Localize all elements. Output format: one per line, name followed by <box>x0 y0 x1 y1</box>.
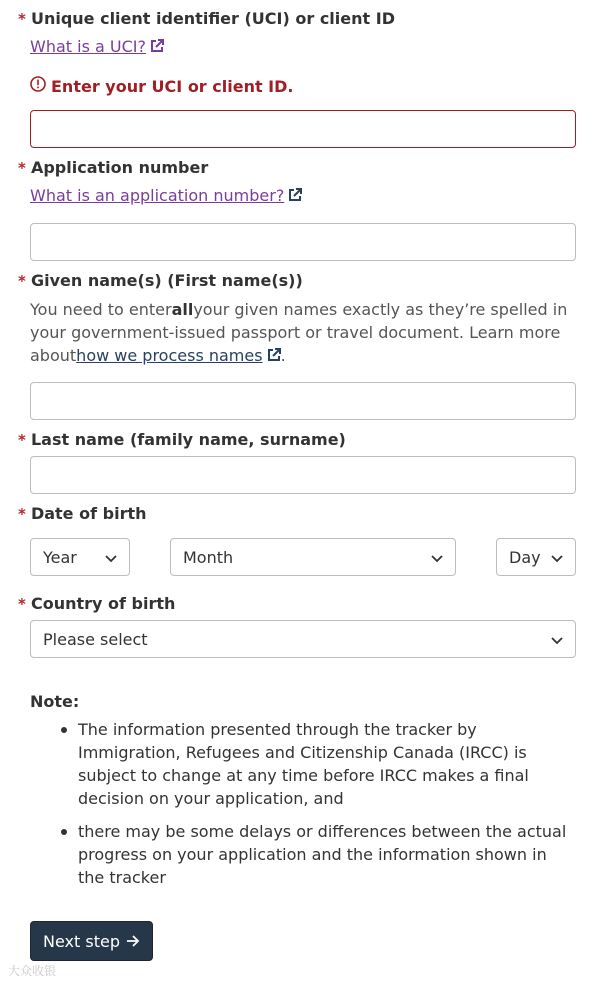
note-heading: Note: <box>30 692 80 711</box>
watermark: 大众收银 <box>8 964 57 978</box>
bullet-icon <box>61 727 67 733</box>
last-name-label: Last name (family name, surname) <box>30 430 346 449</box>
country-of-birth-label: Country of birth <box>30 594 176 613</box>
application-number-help-link-text[interactable]: What is an application number? <box>30 186 285 205</box>
next-step-button[interactable] <box>30 921 153 961</box>
year-select[interactable] <box>30 538 130 576</box>
next-step-label: Next step <box>43 931 120 951</box>
hint-text: You need to enter <box>30 300 172 319</box>
uci-label-row <box>18 9 395 28</box>
external-link-icon <box>150 38 164 57</box>
chevron-down-icon <box>431 548 443 567</box>
required-marker: * <box>18 431 26 449</box>
country-of-birth-label-row <box>18 594 175 613</box>
given-names-label-row <box>18 271 303 290</box>
arrow-right-icon <box>126 932 140 951</box>
month-select[interactable] <box>170 538 456 576</box>
external-link-icon <box>267 345 281 368</box>
last-name-input[interactable] <box>30 456 576 494</box>
required-marker: * <box>18 10 26 28</box>
application-number-label: Application number <box>30 158 209 177</box>
uci-error-message: Enter your UCI or client ID. <box>51 76 294 96</box>
process-names-link[interactable]: how we process names <box>76 346 263 365</box>
required-marker: * <box>18 505 26 523</box>
application-number-help-link[interactable] <box>30 186 302 206</box>
chevron-down-icon <box>105 548 117 567</box>
note-item <box>78 820 578 889</box>
required-marker: * <box>18 272 26 290</box>
note-item <box>78 718 578 810</box>
chevron-down-icon <box>551 548 563 567</box>
hint-text: your given names exactly as they’re spelled in your government-issued passport or travel document. Learn more about <box>30 300 568 365</box>
note-item-text: there may be some delays or differences between the actual progress on your application and the information shown in the tracker <box>78 822 567 887</box>
required-marker: * <box>18 595 26 613</box>
last-name-label-row <box>18 430 346 449</box>
external-link-icon <box>288 187 302 206</box>
date-of-birth-label-row <box>18 504 147 523</box>
bullet-icon <box>61 829 67 835</box>
uci-help-link[interactable] <box>30 37 164 57</box>
date-of-birth-label: Date of birth <box>30 504 147 523</box>
chevron-down-icon <box>551 630 563 649</box>
country-select-value: Please select <box>43 629 148 649</box>
month-select-value: Month <box>183 547 234 567</box>
hint-bold-text: all <box>171 300 194 319</box>
note-item-text: The information presented through the tracker by Immigration, Refugees and Citizenship Canada (IRCC) is subject to change at any time before IRCC makes a final decision on your application, and <box>78 720 529 808</box>
application-number-input[interactable] <box>30 223 576 261</box>
given-names-label: Given name(s) (First name(s)) <box>30 271 303 290</box>
application-number-label-row <box>18 158 208 177</box>
uci-error <box>30 76 294 96</box>
country-of-birth-select[interactable] <box>30 620 576 658</box>
hint-text: . <box>280 346 286 365</box>
uci-label: Unique client identifier (UCI) or client ID <box>30 9 395 28</box>
exclamation-circle-icon <box>30 76 46 96</box>
day-select-value: Day <box>509 547 541 567</box>
uci-help-link-text[interactable]: What is a UCI? <box>30 37 146 56</box>
given-names-input[interactable] <box>30 382 576 420</box>
uci-input[interactable] <box>30 110 576 148</box>
year-select-value: Year <box>43 547 77 567</box>
given-names-hint <box>30 298 570 368</box>
note-list <box>78 718 578 889</box>
required-marker: * <box>18 159 26 177</box>
day-select[interactable] <box>496 538 576 576</box>
